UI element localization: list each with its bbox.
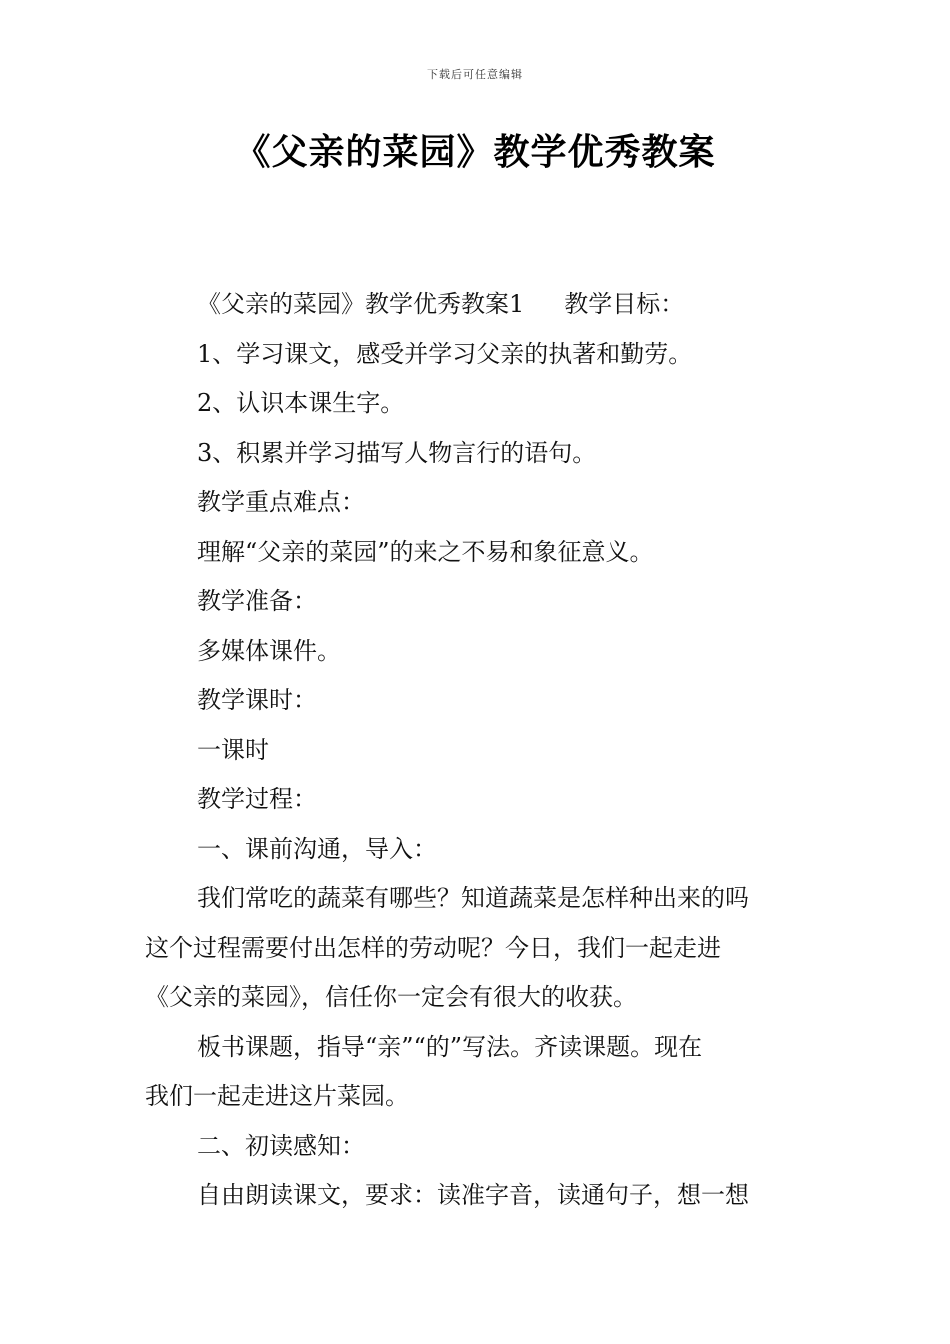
paragraph-line: 3、积累并学习描写人物言行的语句。 [197, 438, 597, 467]
paragraph-line: 我们一起走进这片菜园。 [145, 1082, 409, 1110]
paragraph-line: 《父亲的菜园》，信任你一定会有很大的收获。 [145, 983, 637, 1011]
document-body [145, 280, 810, 1221]
paragraph-line: 教学重点难点： [197, 488, 365, 516]
paragraph-line: 板书课题，指导“亲”“的”写法。齐读课题。现在 [197, 1032, 703, 1061]
paragraph-line: 自由朗读课文，要求：读准字音，读通句子，想一想 [197, 1181, 749, 1209]
paragraph-line: 二、初读感知： [197, 1131, 365, 1160]
document-title: 《父亲的菜园》教学优秀教案 [234, 132, 716, 173]
paragraph-line: 我们常吃的蔬菜有哪些？知道蔬菜是怎样种出来的吗 [197, 884, 749, 912]
lesson-heading: 《父亲的菜园》教学优秀教案1 [197, 290, 525, 318]
paragraph-line: 教学准备： [197, 587, 317, 615]
paragraph-line: 教学课时： [197, 686, 317, 714]
paragraph-line: 多媒体课件。 [197, 636, 341, 665]
paragraph-line: 理解“父亲的菜园”的来之不易和象征意义。 [197, 537, 654, 566]
paragraph-line: 教学过程： [197, 785, 317, 813]
paragraph-line: 1、学习课文，感受并学习父亲的执著和勤劳。 [197, 339, 693, 368]
paragraph-line: 2、认识本课生字。 [197, 389, 405, 417]
paragraph-line [145, 280, 810, 330]
teaching-goals-label: 教学目标： [564, 290, 685, 318]
header-note: 下载后可任意编辑 [427, 68, 523, 81]
paragraph-line: 一、课前沟通，导入： [197, 834, 437, 863]
paragraph-line: 这个过程需要付出怎样的劳动呢？今日，我们一起走进 [145, 933, 721, 962]
paragraph-line: 一课时 [197, 735, 269, 764]
